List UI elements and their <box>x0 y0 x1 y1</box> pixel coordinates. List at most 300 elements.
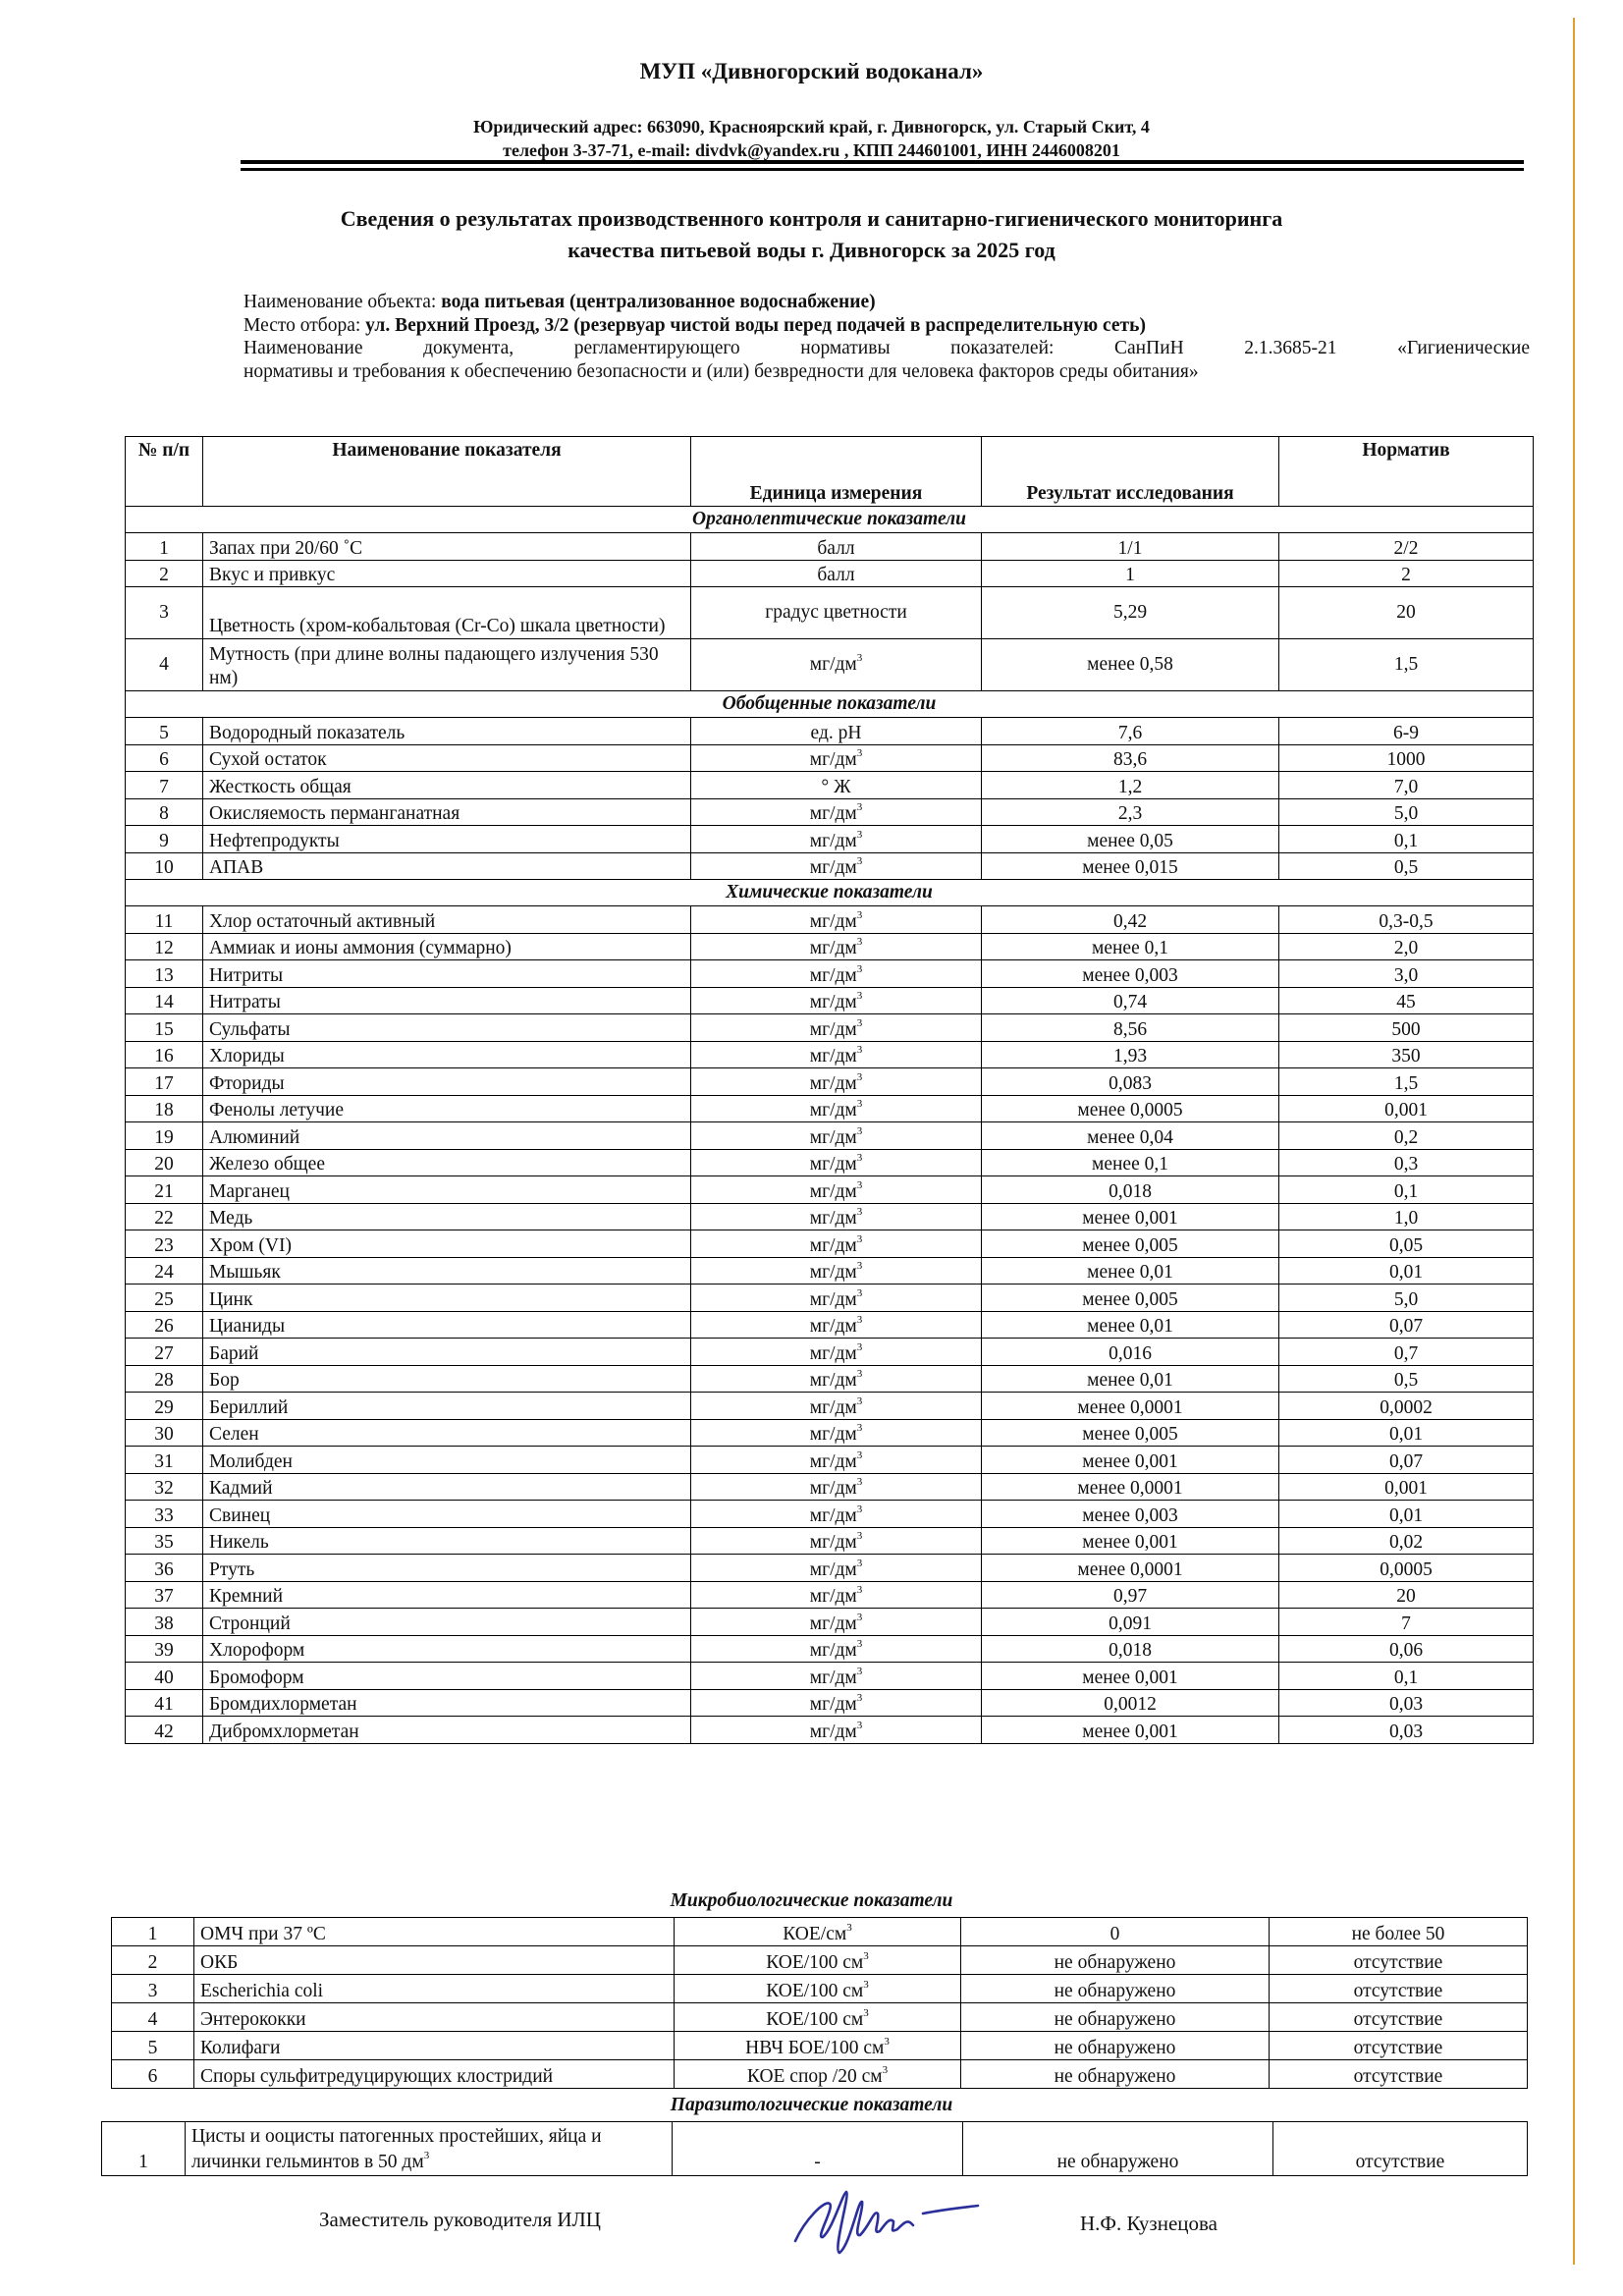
norm-cell: 0,3 <box>1279 1149 1534 1176</box>
signatory-role: Заместитель руководителя ИЛЦ <box>319 2208 601 2231</box>
row-number: 15 <box>126 1014 203 1042</box>
table-row <box>126 1095 1534 1122</box>
unit-cell: $мг/дм^3$ <box>691 1419 982 1447</box>
unit-cell: КОЕ/100 $см^3$ <box>675 2003 961 2032</box>
row-number: 41 <box>126 1689 203 1717</box>
row-number: 27 <box>126 1339 203 1366</box>
section-title: Обобщенные показатели <box>126 691 1534 718</box>
result-cell: 0,74 <box>982 987 1279 1014</box>
indicator-name: Хлориды <box>203 1041 691 1068</box>
address-line-2: телефон 3-37-71, e-mail: divdvk@yandex.ru , КПП 244601001, ИНН 2446008201 <box>503 140 1120 160</box>
table-row <box>126 587 1534 639</box>
unit-cell: градус цветности <box>691 587 982 639</box>
indicator-name: Вкус и привкус <box>203 560 691 587</box>
result-cell: 0,97 <box>982 1581 1279 1609</box>
unit-cell: $мг/дм^3$ <box>691 798 982 826</box>
col-header-unit: Единица измерения <box>691 437 982 507</box>
norm-cell: 0,3-0,5 <box>1279 906 1534 934</box>
table-row <box>126 1501 1534 1528</box>
unit-cell: $мг/дм^3$ <box>691 1609 982 1636</box>
indicator-name: Цветность (хром-кобальтовая (Cr-Co) шкала цветности) <box>203 587 691 639</box>
norm-cell: не более 50 <box>1270 1918 1528 1946</box>
indicator-name: Колифаги <box>194 2032 675 2060</box>
organization-name: МУП «Дивногорский водоканал» <box>639 59 984 83</box>
row-number: 29 <box>126 1393 203 1420</box>
result-cell: менее 0,04 <box>982 1122 1279 1150</box>
result-cell: 0,083 <box>982 1068 1279 1096</box>
row-number: 2 <box>126 560 203 587</box>
col-header-norm: Норматив <box>1279 437 1534 507</box>
col-header-name: Наименование показателя <box>203 437 691 507</box>
norm-cell: 1000 <box>1279 744 1534 772</box>
results-table <box>125 436 1534 1744</box>
row-number: 3 <box>112 1975 194 2003</box>
row-number: 30 <box>126 1419 203 1447</box>
header-divider <box>241 160 1524 171</box>
unit-cell: балл <box>691 560 982 587</box>
norm-cell: 1,0 <box>1279 1203 1534 1230</box>
norm-cell: отсутствие <box>1270 1946 1528 1975</box>
object-label: Наименование объекта: <box>243 292 442 312</box>
indicator-name: Ртуть <box>203 1555 691 1582</box>
row-number: 22 <box>126 1203 203 1230</box>
indicator-name: Аммиак и ионы аммония (суммарно) <box>203 933 691 960</box>
result-cell: менее 0,005 <box>982 1419 1279 1447</box>
row-number: 25 <box>126 1285 203 1312</box>
table-row <box>126 772 1534 799</box>
scan-edge-line <box>1573 18 1575 2265</box>
unit-cell: $мг/дм^3$ <box>691 1689 982 1717</box>
table-row <box>112 2003 1528 2032</box>
result-cell: менее 0,001 <box>982 1447 1279 1474</box>
row-number: 24 <box>126 1257 203 1285</box>
place-value: ул. Верхний Проезд, 3/2 (резервуар чистой воды перед подачей в распределительную сеть) <box>365 314 1146 336</box>
table-header-row <box>126 437 1534 507</box>
row-number: 19 <box>126 1122 203 1150</box>
row-number: 11 <box>126 906 203 934</box>
unit-cell: ° Ж <box>691 772 982 799</box>
table-row <box>126 1393 1534 1420</box>
unit-cell: балл <box>691 533 982 561</box>
row-number: 37 <box>126 1581 203 1609</box>
norm-cell: отсутствие <box>1270 2032 1528 2060</box>
result-cell: 0,018 <box>982 1176 1279 1204</box>
unit-cell: $мг/дм^3$ <box>691 1555 982 1582</box>
unit-cell: $мг/дм^3$ <box>691 1257 982 1285</box>
indicator-name: Хлороформ <box>203 1635 691 1663</box>
unit-cell: КОЕ/100 $см^3$ <box>675 1975 961 2003</box>
result-cell: менее 0,005 <box>982 1230 1279 1258</box>
result-cell: менее 0,003 <box>982 1501 1279 1528</box>
norm-cell: отсутствие <box>1270 2003 1528 2032</box>
indicator-name: Нитриты <box>203 960 691 988</box>
place-line <box>243 314 1530 338</box>
signatory-name: Н.Ф. Кузнецова <box>1080 2212 1217 2235</box>
section-title-micro: Микробиологические показатели <box>670 1890 953 1911</box>
organization-address <box>0 115 1623 162</box>
norm-cell: 0,07 <box>1279 1311 1534 1339</box>
indicator-name: Нефтепродукты <box>203 826 691 853</box>
table-row <box>126 744 1534 772</box>
result-cell: менее 0,001 <box>982 1203 1279 1230</box>
indicator-name: Сульфаты <box>203 1014 691 1042</box>
norm-cell: 20 <box>1279 1581 1534 1609</box>
result-cell: менее 0,003 <box>982 960 1279 988</box>
norm-cell: отсутствие <box>1270 2060 1528 2089</box>
unit-cell: $мг/дм^3$ <box>691 1473 982 1501</box>
result-cell: менее 0,1 <box>982 1149 1279 1176</box>
norm-cell: 45 <box>1279 987 1534 1014</box>
table-row <box>126 1176 1534 1204</box>
result-cell: 0 <box>961 1918 1270 1946</box>
row-number: 33 <box>126 1501 203 1528</box>
unit-cell: $мг/дм^3$ <box>691 1122 982 1150</box>
indicator-name: Селен <box>203 1419 691 1447</box>
table-row <box>126 1149 1534 1176</box>
unit-cell: $мг/дм^3$ <box>691 933 982 960</box>
norm-cell: отсутствие <box>1273 2122 1528 2176</box>
table-row <box>126 1257 1534 1285</box>
indicator-name: Кадмий <box>203 1473 691 1501</box>
row-number: 42 <box>126 1717 203 1744</box>
place-label: Место отбора: <box>243 314 366 336</box>
table-row <box>126 1339 1534 1366</box>
result-cell: 2,3 <box>982 798 1279 826</box>
result-cell: 7,6 <box>982 718 1279 745</box>
unit-cell: $мг/дм^3$ <box>691 1339 982 1366</box>
table-row <box>126 1663 1534 1690</box>
norm-cell: 0,05 <box>1279 1230 1534 1258</box>
indicator-name: Мутность (при длине волны падающего излучения 530 нм) <box>203 639 691 691</box>
table-row <box>126 1555 1534 1582</box>
table-row <box>126 1527 1534 1555</box>
row-number: 3 <box>126 587 203 639</box>
table-row <box>126 1717 1534 1744</box>
table-row <box>112 1946 1528 1975</box>
row-number: 26 <box>126 1311 203 1339</box>
norm-cell: 20 <box>1279 587 1534 639</box>
norm-cell: 0,07 <box>1279 1447 1534 1474</box>
result-cell: менее 0,005 <box>982 1285 1279 1312</box>
unit-cell: $мг/дм^3$ <box>691 1041 982 1068</box>
result-cell: менее 0,01 <box>982 1365 1279 1393</box>
table-row <box>126 1635 1534 1663</box>
section-title: Химические показатели <box>126 880 1534 906</box>
indicator-name: Железо общее <box>203 1149 691 1176</box>
result-cell: не обнаружено <box>961 2060 1270 2089</box>
result-cell: 5,29 <box>982 587 1279 639</box>
indicator-name: Бериллий <box>203 1393 691 1420</box>
norm-cell: 0,06 <box>1279 1635 1534 1663</box>
norm-cell: 0,001 <box>1279 1473 1534 1501</box>
document-title-line-1: Сведения о результатах производственного контроля и санитарно-гигиенического мониторинга <box>340 206 1283 231</box>
row-number: 6 <box>112 2060 194 2089</box>
row-number: 17 <box>126 1068 203 1096</box>
norm-cell: 2/2 <box>1279 533 1534 561</box>
table-row <box>126 1311 1534 1339</box>
norm-cell: 2,0 <box>1279 933 1534 960</box>
result-cell: 1/1 <box>982 533 1279 561</box>
unit-cell: $мг/дм^3$ <box>691 1230 982 1258</box>
unit-cell: $мг/дм^3$ <box>691 1176 982 1204</box>
indicator-name: Цисты и ооцисты патогенных простейших, яйца и личинки гельминтов в 50 $дм^3$ <box>186 2122 673 2176</box>
micro-table <box>111 1917 1528 2089</box>
unit-cell: $мг/дм^3$ <box>691 639 982 691</box>
result-cell: 0,0012 <box>982 1689 1279 1717</box>
table-row <box>112 1975 1528 2003</box>
indicator-name: Фенолы летучие <box>203 1095 691 1122</box>
table-row <box>126 933 1534 960</box>
result-cell: менее 0,001 <box>982 1663 1279 1690</box>
unit-cell: КОЕ спор /20 $см^3$ <box>675 2060 961 2089</box>
row-number: 1 <box>112 1918 194 1946</box>
norm-cell: 0,03 <box>1279 1717 1534 1744</box>
indicator-name: Мышьяк <box>203 1257 691 1285</box>
table-row <box>126 1068 1534 1096</box>
norm-cell: 0,1 <box>1279 1176 1534 1204</box>
norm-cell: 5,0 <box>1279 1285 1534 1312</box>
indicator-name: Никель <box>203 1527 691 1555</box>
unit-cell: $мг/дм^3$ <box>691 826 982 853</box>
result-cell: менее 0,01 <box>982 1257 1279 1285</box>
row-number: 8 <box>126 798 203 826</box>
result-cell: 0,018 <box>982 1635 1279 1663</box>
table-row <box>126 1609 1534 1636</box>
result-cell: не обнаружено <box>961 1946 1270 1975</box>
result-cell: не обнаружено <box>963 2122 1273 2176</box>
row-number: 20 <box>126 1149 203 1176</box>
norm-cell: 0,0005 <box>1279 1555 1534 1582</box>
table-row <box>126 826 1534 853</box>
row-number: 7 <box>126 772 203 799</box>
indicator-name: Жесткость общая <box>203 772 691 799</box>
unit-cell: $мг/дм^3$ <box>691 906 982 934</box>
row-number: 16 <box>126 1041 203 1068</box>
object-line <box>243 291 1530 314</box>
table-row <box>112 2032 1528 2060</box>
table-row <box>126 1365 1534 1393</box>
indicator-name: Хлор остаточный активный <box>203 906 691 934</box>
table-row <box>126 960 1534 988</box>
result-cell: 83,6 <box>982 744 1279 772</box>
unit-cell: ед. pH <box>691 718 982 745</box>
unit-cell: $мг/дм^3$ <box>691 744 982 772</box>
table-row <box>126 1230 1534 1258</box>
section-row <box>126 880 1534 906</box>
norm-cell: 0,1 <box>1279 826 1534 853</box>
regulation-line-1: Наименование документа, регламентирующего нормативы показателей: СанПиН 2.1.3685-21 «Гигиенические <box>243 338 1530 358</box>
table-row <box>126 1581 1534 1609</box>
unit-cell: $мг/дм^3$ <box>691 1635 982 1663</box>
indicator-name: Свинец <box>203 1501 691 1528</box>
norm-cell: 2 <box>1279 560 1534 587</box>
section-title: Органолептические показатели <box>126 507 1534 533</box>
unit-cell: $мг/дм^3$ <box>691 1717 982 1744</box>
unit-cell: $мг/дм^3$ <box>691 1311 982 1339</box>
row-number: 35 <box>126 1527 203 1555</box>
unit-cell: $мг/дм^3$ <box>691 1068 982 1096</box>
table-row <box>112 2060 1528 2089</box>
table-row <box>126 533 1534 561</box>
unit-cell: $мг/дм^3$ <box>691 960 982 988</box>
row-number: 31 <box>126 1447 203 1474</box>
unit-cell: $мг/дм^3$ <box>691 1393 982 1420</box>
table-row <box>126 906 1534 934</box>
unit-cell: НВЧ БОЕ/100 $см^3$ <box>675 2032 961 2060</box>
table-row <box>126 1285 1534 1312</box>
indicator-name: Цинк <box>203 1285 691 1312</box>
indicator-name: Алюминий <box>203 1122 691 1150</box>
indicator-name: ОМЧ при 37 ºС <box>194 1918 675 1946</box>
row-number: 39 <box>126 1635 203 1663</box>
table-row <box>126 718 1534 745</box>
indicator-name: Цианиды <box>203 1311 691 1339</box>
result-cell: менее 0,001 <box>982 1527 1279 1555</box>
parasite-table <box>101 2121 1528 2176</box>
norm-cell: 0,2 <box>1279 1122 1534 1150</box>
unit-cell: $мг/дм^3$ <box>691 1581 982 1609</box>
indicator-name: Окисляемость перманганатная <box>203 798 691 826</box>
norm-cell: 0,0002 <box>1279 1393 1534 1420</box>
row-number: 6 <box>126 744 203 772</box>
unit-cell: $мг/дм^3$ <box>691 1095 982 1122</box>
object-value: вода питьевая (централизованное водоснабжение) <box>441 292 876 312</box>
table-row <box>126 1689 1534 1717</box>
table-row <box>126 639 1534 691</box>
result-cell: менее 0,015 <box>982 852 1279 880</box>
indicator-name: Дибромхлорметан <box>203 1717 691 1744</box>
document-meta <box>243 291 1530 383</box>
indicator-name: Бор <box>203 1365 691 1393</box>
result-cell: менее 0,05 <box>982 826 1279 853</box>
result-cell: менее 0,1 <box>982 933 1279 960</box>
result-cell: не обнаружено <box>961 2032 1270 2060</box>
row-number: 40 <box>126 1663 203 1690</box>
unit-cell: $мг/дм^3$ <box>691 1501 982 1528</box>
row-number: 13 <box>126 960 203 988</box>
regulation-line-2: нормативы и требования к обеспечению безопасности и (или) безвредности для человека факторов среды обитания» <box>243 360 1199 382</box>
document-title <box>0 203 1623 266</box>
norm-cell: 0,5 <box>1279 1365 1534 1393</box>
result-cell: менее 0,0001 <box>982 1473 1279 1501</box>
result-cell: не обнаружено <box>961 2003 1270 2032</box>
norm-cell: 3,0 <box>1279 960 1534 988</box>
row-number: 10 <box>126 852 203 880</box>
row-number: 5 <box>112 2032 194 2060</box>
indicator-name: Сухой остаток <box>203 744 691 772</box>
norm-cell: 0,01 <box>1279 1257 1534 1285</box>
row-number: 5 <box>126 718 203 745</box>
table-row <box>126 1203 1534 1230</box>
document-title-line-2: качества питьевой воды г. Дивногорск за 2025 год <box>568 238 1055 262</box>
indicator-name: Нитраты <box>203 987 691 1014</box>
handwritten-signature-icon <box>785 2180 982 2259</box>
indicator-name: Бромдихлорметан <box>203 1689 691 1717</box>
norm-cell: 7,0 <box>1279 772 1534 799</box>
result-cell: 0,42 <box>982 906 1279 934</box>
table-row <box>126 560 1534 587</box>
table-row <box>126 1447 1534 1474</box>
indicator-name: Медь <box>203 1203 691 1230</box>
indicator-name: Escherichia coli <box>194 1975 675 2003</box>
table-row <box>112 1918 1528 1946</box>
result-cell: менее 0,01 <box>982 1311 1279 1339</box>
norm-cell: 0,01 <box>1279 1419 1534 1447</box>
indicator-name: АПАВ <box>203 852 691 880</box>
indicator-name: Запах при 20/60 ˚С <box>203 533 691 561</box>
norm-cell: 350 <box>1279 1041 1534 1068</box>
indicator-name: Бромоформ <box>203 1663 691 1690</box>
unit-cell: $мг/дм^3$ <box>691 1663 982 1690</box>
row-number: 36 <box>126 1555 203 1582</box>
result-cell: менее 0,0001 <box>982 1555 1279 1582</box>
result-cell: менее 0,0001 <box>982 1393 1279 1420</box>
result-cell: 1 <box>982 560 1279 587</box>
norm-cell: 0,03 <box>1279 1689 1534 1717</box>
row-number: 2 <box>112 1946 194 1975</box>
section-title-parasite: Паразитологические показатели <box>670 2095 953 2115</box>
unit-cell: $мг/дм^3$ <box>691 852 982 880</box>
table-row <box>126 1122 1534 1150</box>
unit-cell: $мг/дм^3$ <box>691 1014 982 1042</box>
row-number: 1 <box>102 2122 186 2176</box>
unit-cell: $мг/дм^3$ <box>691 987 982 1014</box>
indicator-name: Марганец <box>203 1176 691 1204</box>
norm-cell: отсутствие <box>1270 1975 1528 2003</box>
table-row <box>126 852 1534 880</box>
unit-cell: $мг/дм^3$ <box>691 1203 982 1230</box>
table-row <box>126 798 1534 826</box>
row-number: 18 <box>126 1095 203 1122</box>
table-row <box>126 1041 1534 1068</box>
norm-cell: 0,1 <box>1279 1663 1534 1690</box>
unit-cell: КОЕ/$см^3$ <box>675 1918 961 1946</box>
indicator-name: Хром (VI) <box>203 1230 691 1258</box>
row-number: 4 <box>126 639 203 691</box>
unit-cell: $мг/дм^3$ <box>691 1447 982 1474</box>
indicator-name: Споры сульфитредуцирующих клостридий <box>194 2060 675 2089</box>
result-cell: 8,56 <box>982 1014 1279 1042</box>
unit-cell: $мг/дм^3$ <box>691 1527 982 1555</box>
norm-cell: 0,7 <box>1279 1339 1534 1366</box>
row-number: 32 <box>126 1473 203 1501</box>
table-row <box>126 987 1534 1014</box>
norm-cell: 0,001 <box>1279 1095 1534 1122</box>
result-cell: 1,93 <box>982 1041 1279 1068</box>
indicator-name: Барий <box>203 1339 691 1366</box>
section-row <box>126 691 1534 718</box>
norm-cell: 0,5 <box>1279 852 1534 880</box>
norm-cell: 0,02 <box>1279 1527 1534 1555</box>
norm-cell: 0,01 <box>1279 1501 1534 1528</box>
row-number: 4 <box>112 2003 194 2032</box>
indicator-name: Водородный показатель <box>203 718 691 745</box>
address-line-1: Юридический адрес: 663090, Красноярский край, г. Дивногорск, ул. Старый Скит, 4 <box>473 117 1150 137</box>
table-row <box>126 1419 1534 1447</box>
norm-cell: 500 <box>1279 1014 1534 1042</box>
result-cell: менее 0,0005 <box>982 1095 1279 1122</box>
norm-cell: 6-9 <box>1279 718 1534 745</box>
norm-cell: 1,5 <box>1279 1068 1534 1096</box>
indicator-name: Кремний <box>203 1581 691 1609</box>
row-number: 12 <box>126 933 203 960</box>
indicator-name: ОКБ <box>194 1946 675 1975</box>
result-cell: не обнаружено <box>961 1975 1270 2003</box>
unit-cell: - <box>673 2122 963 2176</box>
result-cell: 1,2 <box>982 772 1279 799</box>
result-cell: 0,016 <box>982 1339 1279 1366</box>
result-cell: менее 0,001 <box>982 1717 1279 1744</box>
